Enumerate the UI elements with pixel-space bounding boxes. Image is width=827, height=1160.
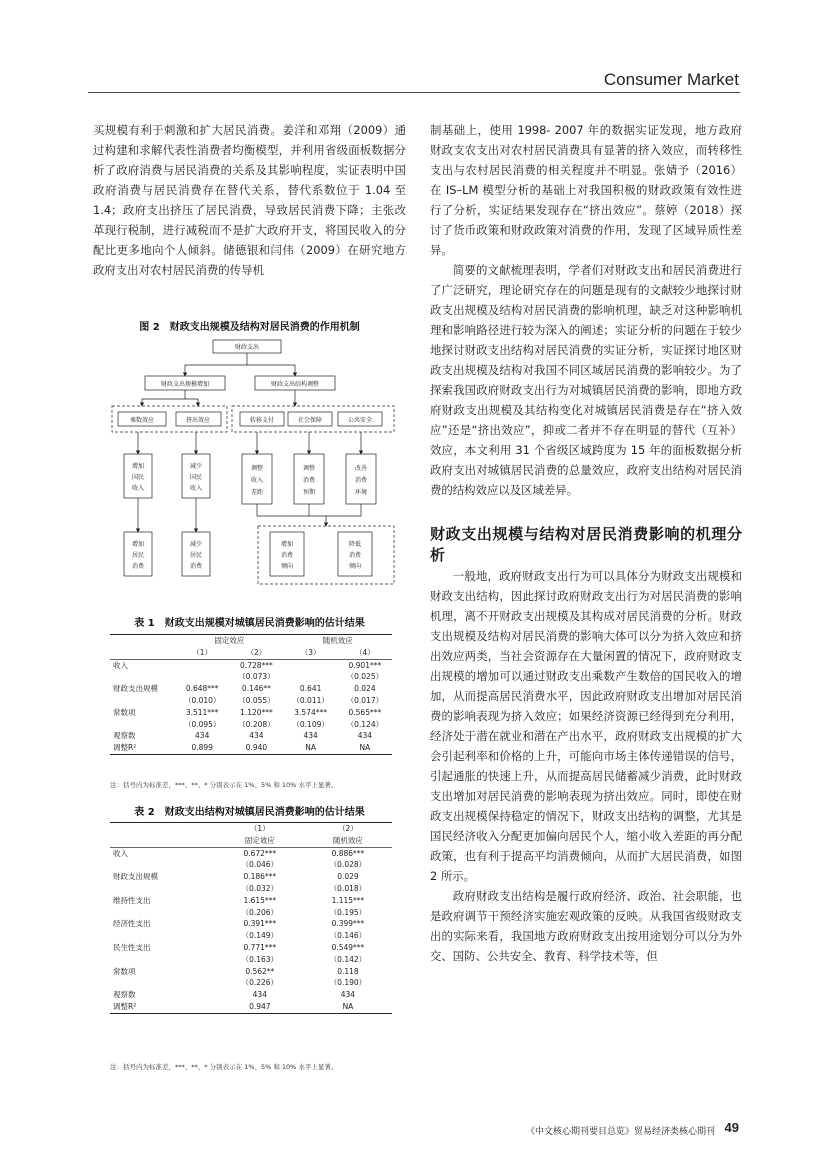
- table-row: [110, 871, 392, 883]
- node-adj-expect-2: 消费: [302, 477, 316, 484]
- figure-caption: 图 2 财政支出规模及结构对居民消费的作用机制: [139, 322, 360, 333]
- node-social: 社会保障: [297, 417, 323, 424]
- row-label: 调整R²: [110, 1001, 216, 1013]
- table-row: [110, 730, 392, 742]
- node-improve-env-2: 消费: [354, 477, 368, 484]
- paragraph: 政府财政支出结构是履行政府经济、政治、社会职能，也是政府调节干预经济实施宏观政策的反映。从我国省级财政支出的实际来看，我国地方政府财政支出按用途划分可以分为外交、国防、公共安全、教育、科学技术等，但: [430, 889, 742, 963]
- table-header: （1）: [216, 823, 304, 835]
- table-cell: （0.146）: [329, 931, 367, 941]
- table-cell: （0.124）: [346, 719, 384, 729]
- paragraph: 制基础上，使用 1998- 2007 年的数据实证发现，地方政府财政支农支出对农村居民消费具有显著的挤入效应，而转移性支出与农村居民消费的相关程度并不明显。张婧予（2016）在 IS–LM 模型分析的基础上对我国积极的财政政策有效性进行了分析，实证结果发现存在“挤出效应”。蔡婷（2018）探讨了货币政策和财政政策对消费的作用，发现了区域异质性差异。: [430, 123, 742, 257]
- table-cell: 0.648***: [185, 684, 219, 694]
- node-red-tend-3: 倾向: [348, 563, 362, 570]
- table-cell: （0.073）: [238, 672, 275, 682]
- table-cell: 0.886***: [304, 847, 392, 859]
- node-scale: 财政支出规模增加: [160, 381, 210, 388]
- table-cell: NA: [284, 742, 338, 754]
- left-column: [93, 120, 406, 280]
- row-label: 收入: [110, 847, 216, 859]
- table-cell: （0.010）: [183, 695, 221, 705]
- row-label: [110, 671, 175, 683]
- node-adj-gap-2: 收入: [250, 477, 264, 484]
- table-cell: 0.118: [337, 966, 359, 976]
- row-label: 调整R²: [110, 742, 175, 754]
- table-cell: （0.195）: [329, 907, 367, 917]
- table-row: [110, 895, 392, 907]
- node-inc-cons-1: 增加: [131, 541, 145, 548]
- table-cell: 1.115***: [331, 895, 365, 905]
- table-cell: 0.899: [175, 742, 229, 754]
- table-cell: （0.046）: [241, 860, 279, 870]
- table2-caption: 表 2 财政支出结构对城镇居民消费影响的估计结果: [134, 807, 365, 818]
- row-label: [110, 907, 216, 919]
- table-row: [110, 942, 392, 954]
- table-row: [110, 989, 392, 1001]
- table-cell: 0.399***: [331, 919, 365, 929]
- table-cell: 0.672***: [216, 847, 304, 859]
- table-cell: 0.641: [299, 684, 322, 694]
- paragraph: 一般地，政府财政支出行为可以具体分为财政支出规模和财政支出结构，因此探讨政府财政支出行为对居民消费的影响机理，离不开财政支出规模及其构成对居民消费的分析。财政支出规模及结构对居民消费的影响大体可以分为挤入效应和挤出效应两类，当社会资源存在大量闲置的情况下，政府财政支出规模的增加可以通过财政支出乘数产生数倍的国民收入的增加，从而提高居民消费水平，因此政府财政支出增加对居民消费的影响表现为挤入效应；如果经济资源已经得到充分利用，经济处于潜在就业和潜在产出水平，政府财政支出规模的扩大会引起利率和价格的上升，可能向市场主体传递错误的信号，引起通胀的快速上升，从而提高居民储蓄减少消费，此时财政支出增加对居民消费的影响表现为挤出效应。同时，即使在财政支出规模保持稳定的情况下，财政支出结构的调整，尤其是国民经济收入分配更加偏向居民个人，缩小收入差距的再分配政策，也有利于提高平均消费倾向，从而扩大居民消费，如图 2 所示。: [430, 569, 742, 883]
- node-dec-income-2: 国民: [189, 474, 203, 481]
- node-inc-cons-3: 消费: [131, 563, 145, 570]
- table-row: [110, 930, 392, 942]
- row-label: 维持性支出: [113, 895, 151, 905]
- node-adj-gap-1: 调整: [250, 465, 264, 472]
- table-cell: 434: [340, 990, 356, 1000]
- table-cell: 0.186***: [243, 872, 277, 882]
- table-header: 随机效应: [332, 835, 363, 845]
- node-dec-income-3: 收入: [189, 485, 203, 492]
- node-inc-tend-1: 增加: [280, 541, 294, 548]
- table-cell: [175, 659, 229, 671]
- table-cell: （0.109）: [292, 719, 329, 729]
- table-cell: 434: [357, 731, 373, 741]
- table-cell: （0.226）: [241, 978, 279, 988]
- row-label: 经济性支出: [113, 919, 151, 929]
- node-red-tend-2: 消费: [348, 552, 362, 559]
- table-cell: （0.163）: [241, 954, 279, 964]
- row-label: 民生性支出: [113, 942, 151, 952]
- table-cell: 3.574***: [294, 707, 327, 717]
- row-label: [110, 883, 216, 895]
- table-cell: （0.142）: [329, 954, 367, 964]
- table-row: [110, 918, 392, 930]
- node-inc-income-2: 国民: [131, 474, 145, 481]
- table-cell: 0.565***: [348, 707, 382, 717]
- table-row: [110, 683, 392, 695]
- table-cell: 0.146**: [241, 684, 271, 694]
- node-root: 财政支出: [234, 344, 260, 351]
- table1: [110, 634, 392, 755]
- table-cell: 0.391***: [243, 919, 277, 929]
- row-label: 常数项: [113, 966, 136, 976]
- paragraph: 买规模有利于刺激和扩大居民消费。姜洋和邓翔（2009）通过构建和求解代表性消费者均衡模型，并利用省级面板数据分析了政府消费与居民消费的关系及其影响程度，实证表明中国政府消费与居民消费存在替代关系，替代系数位于 1.04 至 1.4；政府支出挤压了居民消费，导致居民消费下降；主张改革现行税制，进行减税而不是扩大政府开支，将国民收入的分配比更多地向个人倾斜。储德银和闫伟（2009）在研究地方政府支出对农村居民消费的传导机: [93, 123, 406, 277]
- mechanism-diagram: [110, 336, 395, 608]
- table-cell: （0.149）: [241, 931, 279, 941]
- table-cell: （0.032）: [241, 883, 279, 893]
- table-cell: 0.901***: [338, 659, 392, 671]
- table-row: [110, 742, 392, 754]
- table-cell: 434: [195, 731, 210, 741]
- table-header: （2）: [246, 647, 267, 657]
- table-row: [110, 659, 392, 671]
- row-label: [110, 930, 216, 942]
- table-row: [110, 719, 392, 731]
- table-row: [110, 859, 392, 871]
- row-label: 财政支出规模: [113, 684, 158, 694]
- header-divider: [88, 92, 740, 93]
- page-number: 49: [724, 1120, 739, 1135]
- table-header: （1）: [192, 647, 213, 657]
- journal-header: Consumer Market: [603, 70, 739, 89]
- node-adj-expect-1: 调整: [302, 465, 316, 472]
- table-cell: 434: [252, 990, 267, 1000]
- row-label: 观察数: [113, 990, 136, 1000]
- section-heading: 财政支出规模与结构对居民消费影响的机理分析: [430, 525, 742, 564]
- table-cell: [175, 671, 229, 683]
- table-cell: 1.615***: [243, 895, 277, 905]
- node-crowd-in: 乘数效应: [129, 417, 155, 424]
- table-cell: 0.029: [337, 872, 359, 882]
- row-label: [110, 954, 216, 966]
- table-cell: 1.120***: [240, 707, 273, 717]
- node-inc-income-1: 增加: [131, 463, 145, 470]
- row-label: 常数项: [113, 707, 136, 717]
- table-header: （2）: [304, 823, 392, 835]
- table-cell: NA: [338, 742, 392, 754]
- node-inc-income-3: 收入: [131, 485, 145, 492]
- row-label: [110, 719, 175, 731]
- table-cell: 0.728***: [229, 659, 283, 671]
- table-header: （3）: [300, 647, 321, 657]
- node-improve-env-3: 环境: [354, 489, 368, 496]
- node-inc-tend-3: 倾向: [280, 563, 294, 570]
- table-row: [110, 671, 392, 683]
- table-row: [110, 1001, 392, 1013]
- node-crowd-out: 挤出效应: [185, 417, 211, 424]
- table-cell: （0.190）: [329, 978, 367, 988]
- table-row: [110, 695, 392, 707]
- node-dec-cons-1: 减少: [189, 541, 203, 548]
- table-cell: （0.055）: [238, 695, 275, 705]
- table-cell: 0.947: [216, 1001, 304, 1013]
- footer-text: 《中文核心期刊要目总览》贸易经济类核心期刊: [525, 1127, 715, 1137]
- node-transfer: 转移支付: [249, 417, 275, 424]
- table-cell: （0.028）: [329, 860, 367, 870]
- table-cell: NA: [304, 1001, 392, 1013]
- table-row: [110, 883, 392, 895]
- node-adj-expect-3: 预期: [302, 489, 316, 496]
- table-header: （4）: [354, 647, 375, 657]
- node-dec-cons-3: 消费: [189, 563, 203, 570]
- table-cell: 434: [303, 731, 318, 741]
- table-row: [110, 707, 392, 719]
- table-header: 固定效应: [175, 635, 283, 647]
- table-cell: 0.024: [354, 684, 376, 694]
- table-cell: 0.562**: [245, 966, 275, 976]
- table-cell: 434: [249, 731, 264, 741]
- table2: [110, 822, 392, 1014]
- row-label: [110, 977, 216, 989]
- node-security: 公共安全: [347, 417, 373, 424]
- table-cell: （0.206）: [241, 907, 279, 917]
- table-cell: （0.017）: [346, 695, 384, 705]
- table-row: [110, 977, 392, 989]
- table-cell: 3.511***: [185, 707, 219, 717]
- table-cell: [284, 659, 338, 671]
- table-cell: 0.940: [229, 742, 283, 754]
- row-label: 收入: [110, 659, 175, 671]
- table-cell: 0.771***: [243, 942, 277, 952]
- table-header: 随机效应: [284, 635, 392, 647]
- table-row: [110, 847, 392, 859]
- node-structure: 财政支出结构调整: [270, 381, 320, 388]
- table-cell: （0.025）: [346, 672, 384, 682]
- node-adj-gap-3: 差距: [250, 489, 264, 496]
- table2-note: 注：括号内为标准差，***、**、* 分别表示在 1%、5% 和 10% 水平上显著。: [110, 1063, 338, 1071]
- table-header: 固定效应: [244, 835, 275, 845]
- table-cell: [284, 671, 338, 683]
- node-improve-env-1: 改善: [354, 465, 368, 472]
- table-cell: （0.095）: [183, 719, 221, 729]
- table-row: [110, 907, 392, 919]
- table1-caption: 表 1 财政支出规模对城镇居民消费影响的估计结果: [134, 618, 365, 629]
- table-row: [110, 954, 392, 966]
- table-cell: （0.011）: [292, 695, 329, 705]
- node-inc-tend-2: 消费: [280, 552, 294, 559]
- paragraph: 简要的文献梳理表明，学者们对财政支出和居民消费进行了广泛研究，理论研究存在的问题是现有的文献较少地探讨财政支出规模及结构对居民消费的影响机理，缺乏对这种影响机理和影响路径进行较为深入的阐述；实证分析的问题在于较少地探讨财政支出结构对居民消费的实证分析，实证探讨地区财政支出规模及结构对我国不同区域居民消费的影响较少。为了探索我国政府财政支出行为对城镇居民消费的影响，即地方政府财政支出规模及其结构变化对城镇居民消费是存在“挤入效应”还是“挤出效应”，抑或二者并不存在明显的替代（互补）效应，本文利用 31 个省级区域跨度为 15 年的面板数据分析政府支出对城镇居民消费的总量效应，政府支出结构对居民消费的结构效应以及区域差异。: [430, 263, 742, 497]
- table-row: [110, 966, 392, 978]
- row-label: 观察数: [113, 731, 136, 741]
- row-label: [110, 859, 216, 871]
- table-cell: （0.208）: [238, 719, 275, 729]
- table1-note: 注：括号内为标准差，***、**、* 分别表示在 1%、5% 和 10% 水平上显著。: [110, 781, 338, 789]
- right-column: [430, 120, 742, 966]
- node-red-tend-1: 降低: [348, 541, 362, 548]
- node-dec-income-1: 减少: [189, 463, 203, 470]
- table-cell: （0.018）: [329, 883, 367, 893]
- row-label: [110, 695, 175, 707]
- row-label: 财政支出规模: [113, 872, 158, 882]
- table-cell: 0.549***: [331, 942, 365, 952]
- node-inc-cons-2: 居民: [131, 552, 145, 559]
- node-dec-cons-2: 居民: [189, 552, 203, 559]
